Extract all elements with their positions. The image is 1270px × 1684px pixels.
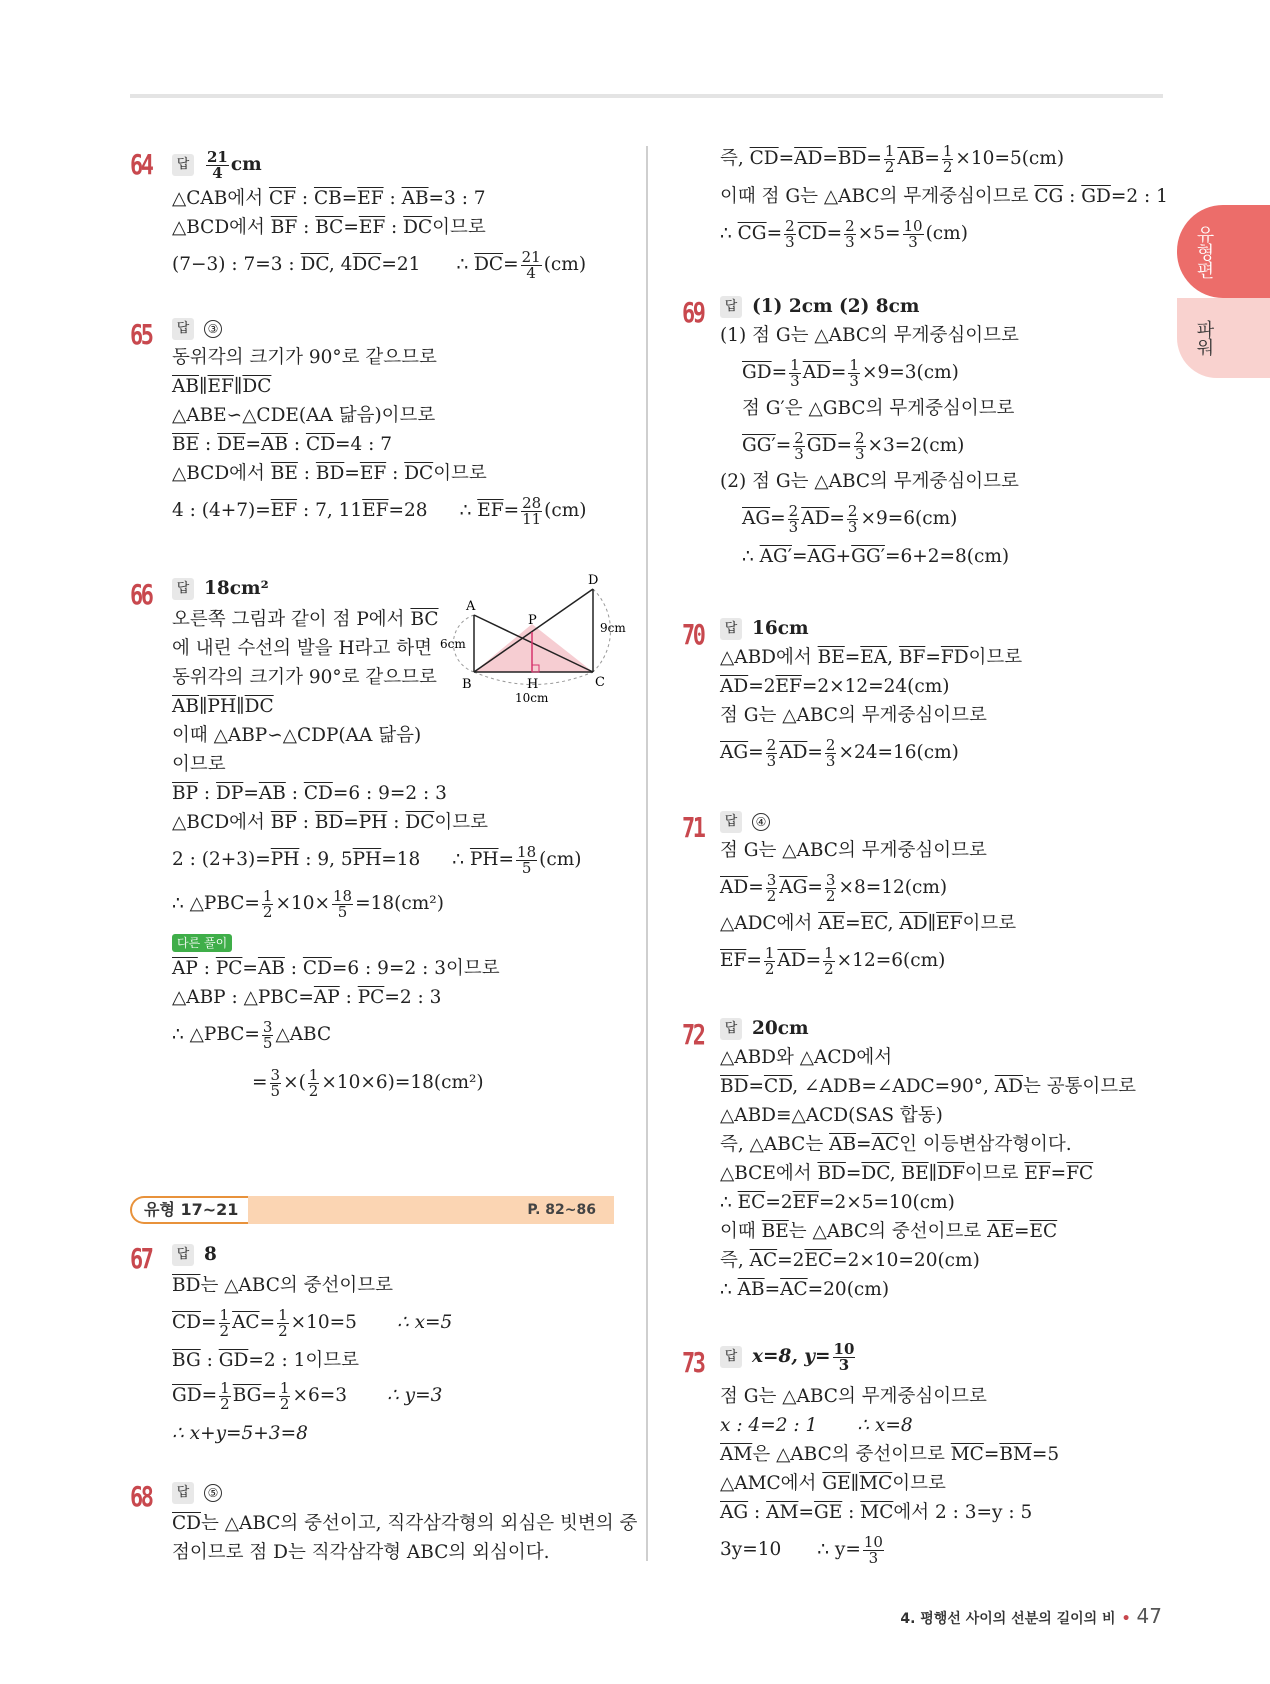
answer-badge: 답 xyxy=(172,578,194,600)
label-b: B xyxy=(462,677,472,692)
page-number: 47 xyxy=(1136,1604,1162,1628)
answer-badge: 답 xyxy=(720,1346,742,1368)
type-pages: P. 82~86 xyxy=(527,1202,596,1218)
problem-number: 64 xyxy=(130,148,152,181)
problem-number: 67 xyxy=(130,1242,152,1275)
problem-number: 68 xyxy=(130,1480,152,1513)
problem-number: 69 xyxy=(682,296,704,329)
label-bc-length: 10cm xyxy=(515,691,549,705)
side-tab-type[interactable]: 유형편 xyxy=(1177,205,1270,298)
answer-badge: 답 xyxy=(172,1244,194,1266)
problem-number: 66 xyxy=(130,578,152,611)
type-label: 유형 17~21 xyxy=(130,1196,248,1224)
label-dc-length: 9cm xyxy=(600,621,626,635)
label-a: A xyxy=(466,599,476,614)
problem-number: 72 xyxy=(682,1018,704,1051)
label-c: C xyxy=(595,675,605,690)
answer-badge: 답 xyxy=(720,618,742,640)
label-h: H xyxy=(527,677,539,692)
answer-badge: 답 xyxy=(172,154,194,176)
answer-badge: 답 xyxy=(720,296,742,318)
triangle-figure xyxy=(440,572,626,712)
column-divider xyxy=(646,146,648,1561)
answer-badge: 답 xyxy=(720,811,742,833)
answer-badge: 답 xyxy=(720,1018,742,1040)
problem-number: 65 xyxy=(130,318,152,351)
top-rule xyxy=(130,94,1163,98)
problem-number: 71 xyxy=(682,811,704,844)
answer-fraction: $\frac{21}{4}$ xyxy=(207,147,228,182)
problem-number: 73 xyxy=(682,1346,704,1379)
side-tab-power[interactable]: 파워 xyxy=(1177,298,1270,378)
answer-choice: ④ xyxy=(752,813,770,831)
chapter-title: 4. 평행선 사이의 선분의 길이의 비 xyxy=(900,1611,1116,1627)
label-p: P xyxy=(528,613,537,628)
alt-solution-tag: 다른 풀이 xyxy=(172,934,232,952)
answer-choice: ③ xyxy=(204,320,222,338)
answer-choice: ⑤ xyxy=(204,1484,222,1502)
label-d: D xyxy=(588,573,599,588)
answer-badge: 답 xyxy=(172,318,194,340)
page-footer: 4. 평행선 사이의 선분의 길이의 비 • 47 xyxy=(900,1604,1162,1628)
answer-badge: 답 xyxy=(172,1482,194,1504)
problem-number: 70 xyxy=(682,618,704,651)
type-bar xyxy=(130,1196,614,1224)
label-ab-length: 6cm xyxy=(440,637,466,651)
